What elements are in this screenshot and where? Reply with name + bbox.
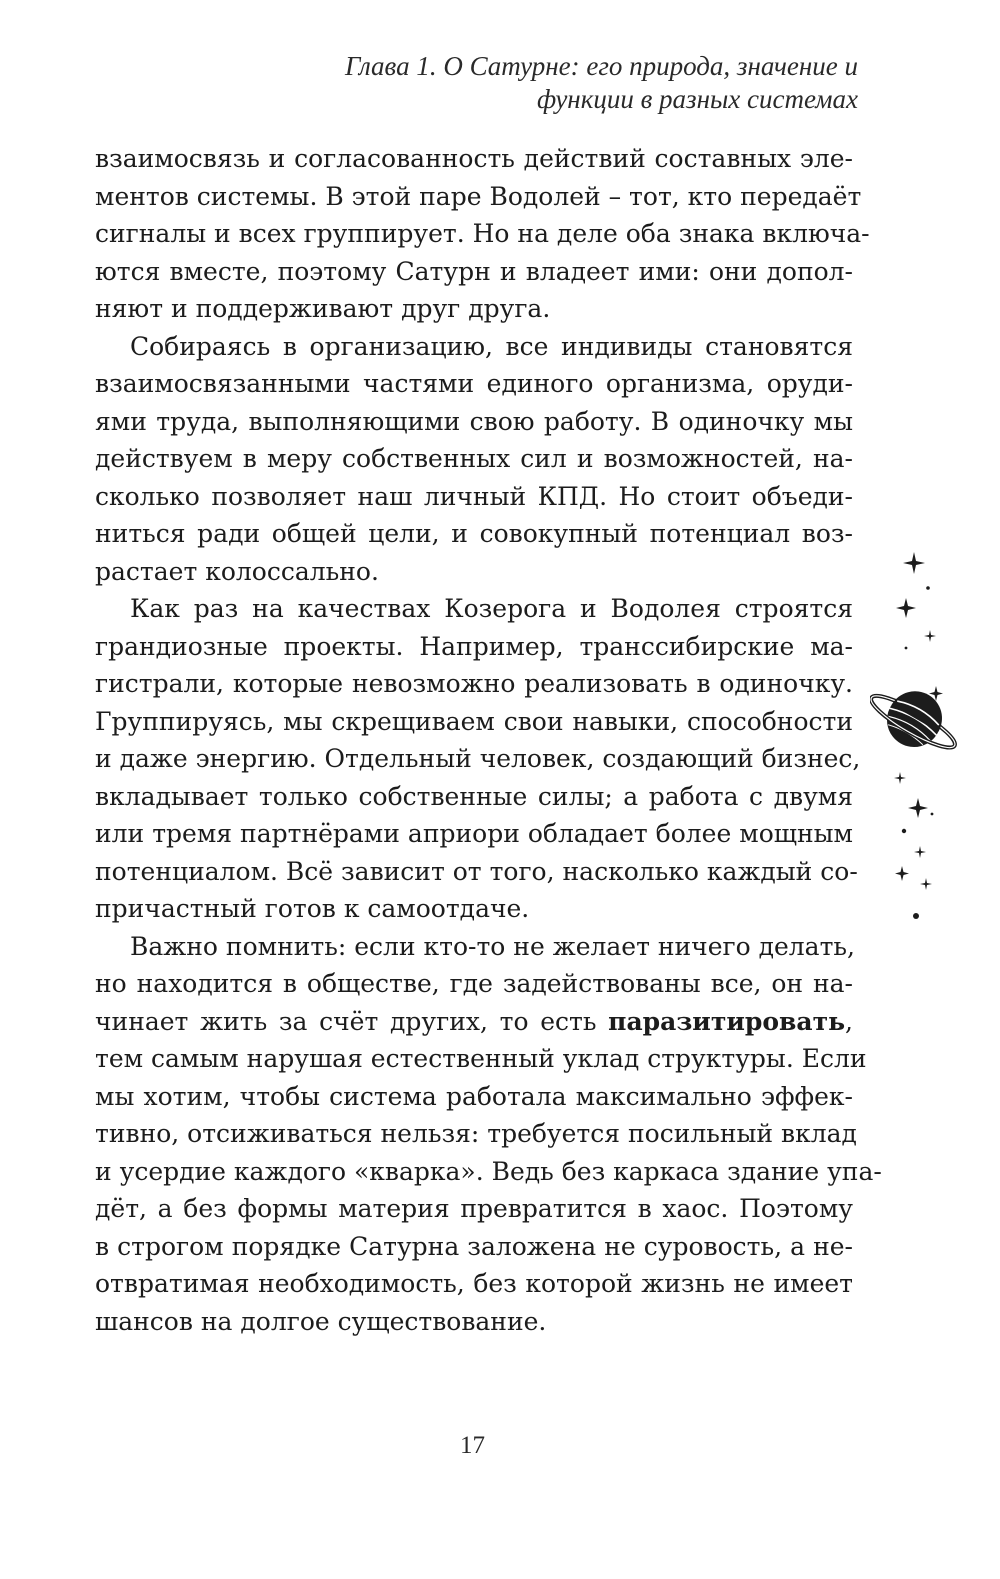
text-line: гистрали, которые невозможно реализовать в одиночку. bbox=[95, 669, 853, 698]
text-line: ями труда, выполняющими свою работу. В одиночку мы bbox=[95, 406, 853, 436]
text-fragment: , bbox=[845, 1006, 853, 1036]
text-line: шансов на долгое существование. bbox=[95, 1306, 547, 1336]
text-line: отвратимая необходимость, без которой жизнь не имеет bbox=[95, 1269, 853, 1298]
text-line: действуем в меру собственных сил и возможностей, на- bbox=[95, 444, 853, 473]
text-line: грандиозные проекты. Например, транссибирские ма- bbox=[95, 631, 853, 661]
text-line: и усердие каждого «кварка». Ведь без каркаса здание упа- bbox=[95, 1156, 882, 1186]
paragraph-4 bbox=[95, 928, 882, 1341]
text-line: потенциалом. Всё зависит от того, насколько каждый со- bbox=[95, 856, 858, 886]
text-line: но находится в обществе, где задействованы все, он на- bbox=[95, 969, 853, 998]
saturn-with-stars-icon bbox=[870, 540, 970, 940]
running-head-line-1: Глава 1. О Сатурне: его природа, значение и bbox=[345, 51, 858, 81]
text-line: мы хотим, чтобы система работала максимально эффек- bbox=[95, 1081, 853, 1111]
text-line: ются вместе, поэтому Сатурн и владеет ими: они допол- bbox=[95, 256, 853, 286]
text-line-with-emphasis bbox=[95, 1003, 853, 1041]
running-head-line-2: функции в разных системах bbox=[537, 84, 858, 114]
text-line: тем самым нарушая естественный уклад структуры. Если bbox=[95, 1044, 867, 1073]
text-fragment: чинает жить за счёт других, то есть bbox=[95, 1006, 609, 1036]
paragraph-2 bbox=[95, 328, 853, 591]
text-line: сколько позволяет наш личный КПД. Но стоит объеди- bbox=[95, 481, 853, 511]
text-line: ментов системы. В этой паре Водолей – тот, кто передаёт bbox=[95, 181, 862, 211]
paragraph-3 bbox=[95, 590, 861, 928]
bold-term: паразитировать bbox=[608, 1006, 846, 1036]
text-line: Как раз на качествах Козерога и Водолея строятся bbox=[130, 594, 853, 623]
text-line: тивно, отсиживаться нельзя: требуется посильный вклад bbox=[95, 1119, 857, 1148]
text-line: Собираясь в организацию, все индивиды становятся bbox=[130, 331, 853, 361]
text-line: няют и поддерживают друг друга. bbox=[95, 294, 551, 323]
text-line: в строгом порядке Сатурна заложена не суровость, а не- bbox=[95, 1231, 853, 1261]
page-number: 17 bbox=[460, 1432, 485, 1459]
text-line: вкладывает только собственные силы; а работа с двумя bbox=[95, 781, 853, 811]
paragraph-1 bbox=[95, 140, 870, 328]
body-text bbox=[95, 140, 882, 1340]
text-line: ниться ради общей цели, и совокупный потенциал воз- bbox=[95, 519, 853, 548]
text-line: взаимосвязь и согласованность действий составных эле- bbox=[95, 144, 853, 173]
text-line: Группируясь, мы скрещиваем свои навыки, способности bbox=[95, 706, 853, 736]
text-line: или тремя партнёрами априори обладает более мощным bbox=[95, 819, 853, 848]
text-line: Важно помнить: если кто-то не желает ничего делать, bbox=[130, 931, 855, 961]
text-line: причастный готов к самоотдаче. bbox=[95, 894, 530, 923]
text-line: дёт, а без формы материя превратится в хаос. Поэтому bbox=[95, 1194, 853, 1223]
text-line: и даже энергию. Отдельный человек, создающий бизнес, bbox=[95, 744, 861, 773]
text-line: сигналы и всех группирует. Но на деле оба знака включа- bbox=[95, 219, 870, 248]
running-head bbox=[298, 50, 858, 116]
text-line: растает колоссально. bbox=[95, 556, 379, 586]
text-line: взаимосвязанными частями единого организма, оруди- bbox=[95, 369, 853, 398]
